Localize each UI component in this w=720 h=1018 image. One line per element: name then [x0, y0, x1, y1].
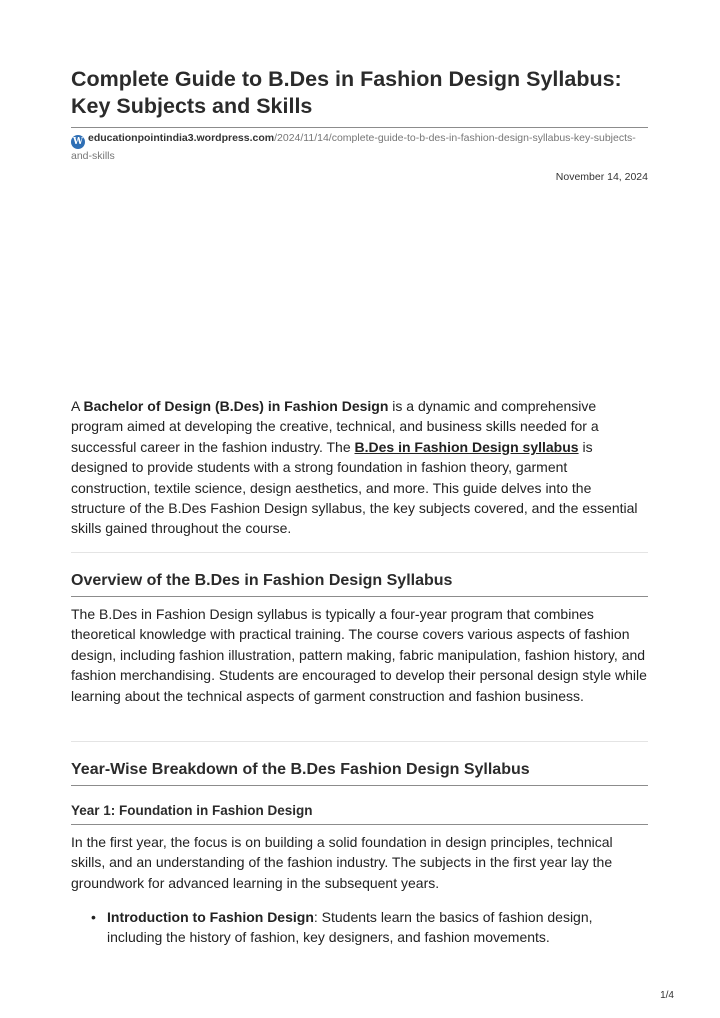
intro-suffix: is designed to provide students with a strong foundation in fashion theory, garment construction, textile science, design aesthetics, and more. This guide delves into the structure of the B.Des Fashion Design syllabus, the key subjects covered, and the essential skills gained throughout the course. — [71, 438, 638, 537]
list-item-text: : Students learn the basics of fashion design, including the history of fashion, key designers, and fashion movements. — [107, 909, 593, 946]
section-divider — [71, 552, 648, 553]
wordpress-icon: W — [72, 137, 84, 147]
page-number: 1/4 — [660, 990, 674, 1001]
source-domain[interactable]: educationpointindia3.wordpress.com — [88, 132, 275, 144]
year1-heading: Year 1: Foundation in Fashion Design — [71, 803, 313, 818]
overview-heading-rule — [71, 596, 648, 597]
title-divider — [71, 127, 648, 128]
year1-heading-rule — [71, 824, 648, 825]
year1-subject-list — [71, 907, 648, 948]
list-item-title: Introduction to Fashion Design — [107, 909, 314, 925]
section-divider — [71, 741, 648, 742]
intro-prefix: A — [71, 398, 84, 414]
page-title: Complete Guide to B.Des in Fashion Design Syllabus: Key Subjects and Skills — [71, 67, 622, 118]
list-item — [71, 907, 648, 948]
intro-paragraph — [71, 396, 648, 539]
publish-date: November 14, 2024 — [555, 171, 648, 183]
bullet-icon: • — [91, 909, 96, 925]
overview-heading: Overview of the B.Des in Fashion Design Syllabus — [71, 572, 453, 589]
intro-middle: is a dynamic and comprehensive program aimed at developing the creative, technical, and business skills needed for a successful career in the fashion industry. The — [71, 398, 599, 455]
breakdown-heading-rule — [71, 785, 648, 786]
overview-paragraph: The B.Des in Fashion Design syllabus is typically a four-year program that combines theoretical knowledge with practical training. The course covers various aspects of fashion design, including fashion illustration, pattern making, fabric manipulation, fashion history, and fashion merchandising. Students are encouraged to develop their personal design style while learning about the technical aspects of garment construction and fashion business. — [71, 606, 647, 704]
intro-bold-term: Bachelor of Design (B.Des) in Fashion Design — [83, 398, 389, 414]
source-line — [71, 131, 648, 164]
breakdown-heading: Year-Wise Breakdown of the B.Des Fashion Design Syllabus — [71, 761, 530, 778]
syllabus-link[interactable]: B.Des in Fashion Design syllabus — [354, 438, 579, 455]
year1-paragraph: In the first year, the focus is on building a solid foundation in design principles, technical skills, and an understanding of the fashion industry. The subjects in the first year lay the groundwork for advanced learning in the subsequent years. — [71, 834, 613, 891]
source-path[interactable]: /2024/11/14/complete-guide-to-b-des-in-fashion-design-syllabus-key-subjects-and-skills — [71, 132, 636, 162]
